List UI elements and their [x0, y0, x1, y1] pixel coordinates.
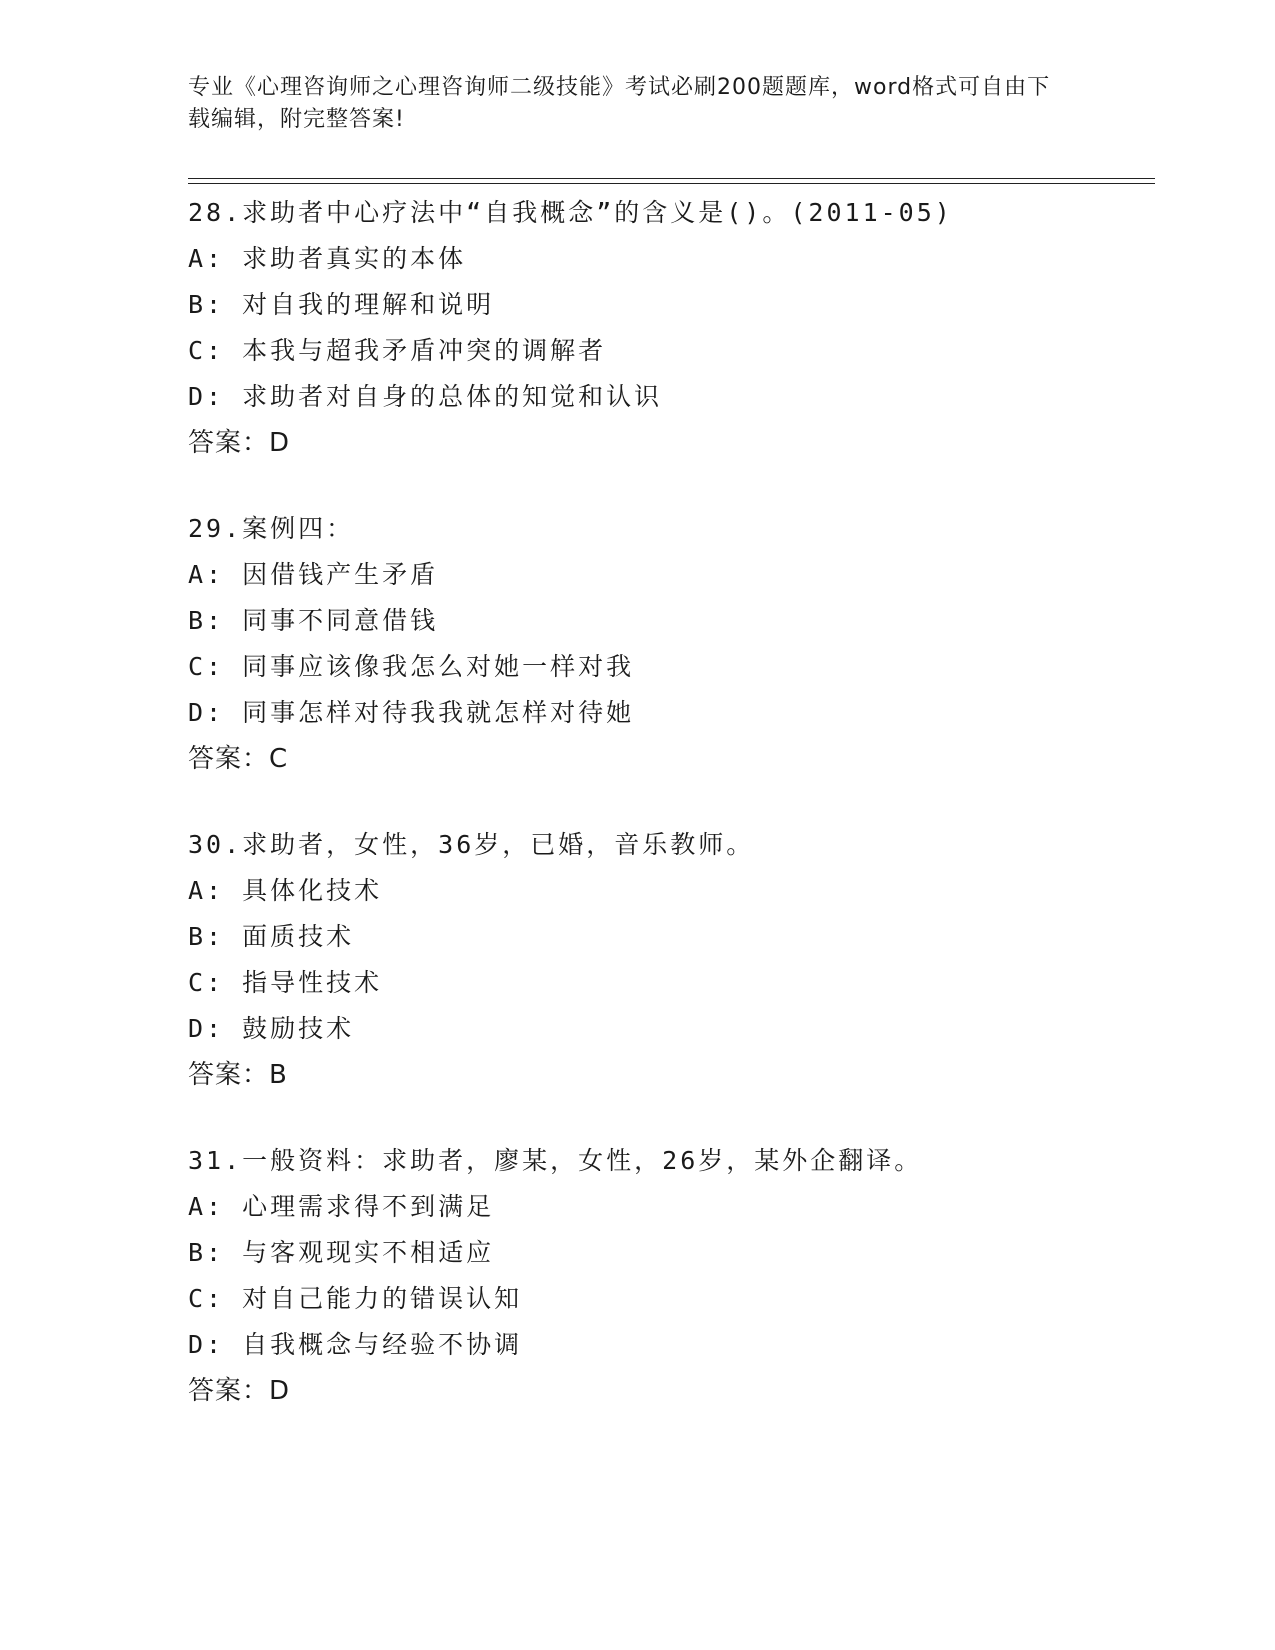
option-a: A: 因借钱产生矛盾 [188, 560, 439, 589]
answer-label: 答案：B [188, 1060, 288, 1090]
question-stem: 28.求助者中心疗法中“自我概念”的含义是()。(2011-05) [188, 198, 953, 227]
question-28 [188, 190, 1148, 466]
question-list [188, 190, 1148, 1454]
option-d: D: 鼓励技术 [188, 1014, 355, 1043]
header-divider-bottom [188, 183, 1155, 184]
option-a: A: 具体化技术 [188, 876, 383, 905]
option-b: B: 同事不同意借钱 [188, 606, 439, 635]
answer-label: 答案：D [188, 1376, 291, 1406]
option-b: B: 与客观现实不相适应 [188, 1238, 495, 1267]
question-29 [188, 506, 1148, 782]
option-a: A: 心理需求得不到满足 [188, 1192, 495, 1221]
answer-label: 答案：D [188, 428, 291, 458]
question-31 [188, 1138, 1148, 1414]
option-c: C: 本我与超我矛盾冲突的调解者 [188, 336, 607, 365]
document-header: 专业《心理咨询师之心理咨询师二级技能》考试必刷200题题库，word格式可自由下载编辑，附完整答案! [188, 75, 1051, 132]
question-30 [188, 822, 1148, 1098]
question-stem: 30.求助者，女性，36岁，已婚，音乐教师。 [188, 830, 755, 859]
question-stem: 31.一般资料：求助者，廖某，女性，26岁，某外企翻译。 [188, 1146, 923, 1175]
option-a: A: 求助者真实的本体 [188, 244, 467, 273]
option-c: C: 同事应该像我怎么对她一样对我 [188, 652, 635, 681]
option-b: B: 面质技术 [188, 922, 355, 951]
header-divider-top [188, 178, 1155, 179]
option-c: C: 指导性技术 [188, 968, 383, 997]
option-c: C: 对自己能力的错误认知 [188, 1284, 523, 1313]
option-d: D: 同事怎样对待我我就怎样对待她 [188, 698, 635, 727]
option-d: D: 自我概念与经验不协调 [188, 1330, 523, 1359]
option-b: B: 对自我的理解和说明 [188, 290, 495, 319]
option-d: D: 求助者对自身的总体的知觉和认识 [188, 382, 663, 411]
question-stem: 29.案例四： [188, 514, 355, 543]
answer-label: 答案：C [188, 744, 289, 774]
